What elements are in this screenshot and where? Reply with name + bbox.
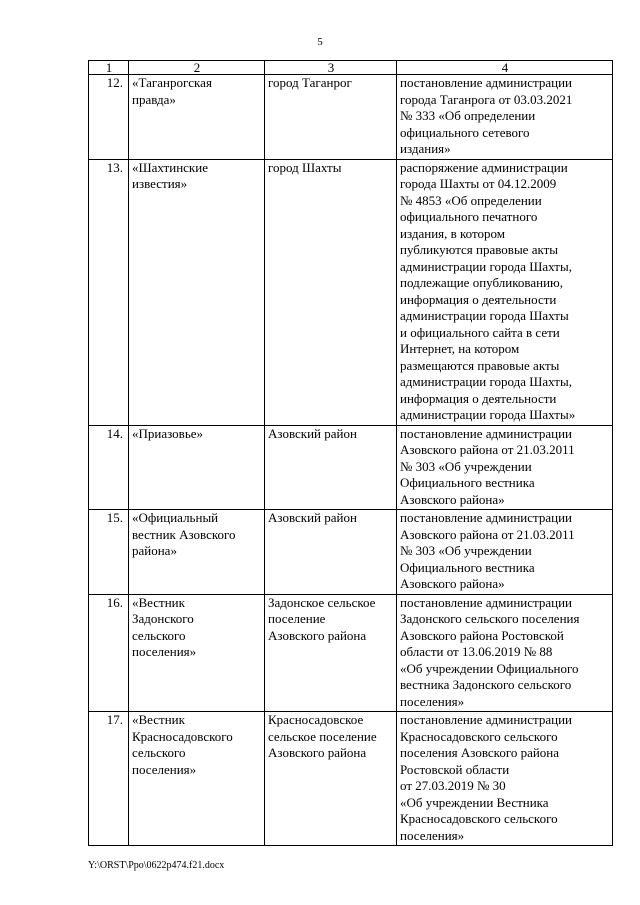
row-number: 12. bbox=[89, 75, 129, 160]
page-number: 5 bbox=[317, 36, 323, 48]
publication-name: «Таганрогская правда» bbox=[129, 75, 265, 160]
row-number: 16. bbox=[89, 594, 129, 712]
column-header-2: 2 bbox=[129, 61, 265, 75]
territory: город Таганрог bbox=[265, 75, 397, 160]
legal-document: постановление администрации Задонского сельского поселения Азовского района Ростовской области от 13.06.2019 № 88 «Об учреждении Официального вестника Задонского сельского поселения» bbox=[397, 594, 613, 712]
row-number: 17. bbox=[89, 712, 129, 846]
row-number: 13. bbox=[89, 159, 129, 425]
publication-name: «Шахтинские известия» bbox=[129, 159, 265, 425]
table-row bbox=[89, 510, 613, 595]
publications-table bbox=[88, 60, 613, 846]
legal-document: постановление администрации Азовского района от 21.03.2011 № 303 «Об учреждении Официального вестника Азовского района» bbox=[397, 425, 613, 510]
table-row bbox=[89, 425, 613, 510]
territory: Азовский район bbox=[265, 425, 397, 510]
table-header-row bbox=[89, 61, 613, 75]
publication-name: «Вестник Красносадовского сельского поселения» bbox=[129, 712, 265, 846]
publication-name: «Приазовье» bbox=[129, 425, 265, 510]
territory: город Шахты bbox=[265, 159, 397, 425]
publication-name: «Вестник Задонского сельского поселения» bbox=[129, 594, 265, 712]
table-row bbox=[89, 594, 613, 712]
table-row bbox=[89, 712, 613, 846]
table-row bbox=[89, 75, 613, 160]
legal-document: постановление администрации Азовского района от 21.03.2011 № 303 «Об учреждении Официального вестника Азовского района» bbox=[397, 510, 613, 595]
territory: Задонское сельское поселение Азовского района bbox=[265, 594, 397, 712]
column-header-3: 3 bbox=[265, 61, 397, 75]
legal-document: постановление администрации Красносадовского сельского поселения Азовского района Ростовской области от 27.03.2019 № 30 «Об учреждении Вестника Красносадовского сельского поселения» bbox=[397, 712, 613, 846]
legal-document: постановление администрации города Таганрога от 03.03.2021 № 333 «Об определении официального сетевого издания» bbox=[397, 75, 613, 160]
table-row bbox=[89, 159, 613, 425]
document-file-path: Y:\ORST\Ppo\0622p474.f21.docx bbox=[88, 860, 225, 871]
territory: Красносадовское сельское поселение Азовского района bbox=[265, 712, 397, 846]
column-header-4: 4 bbox=[397, 61, 613, 75]
column-header-1: 1 bbox=[89, 61, 129, 75]
row-number: 14. bbox=[89, 425, 129, 510]
publication-name: «Официальный вестник Азовского района» bbox=[129, 510, 265, 595]
territory: Азовский район bbox=[265, 510, 397, 595]
row-number: 15. bbox=[89, 510, 129, 595]
legal-document: распоряжение администрации города Шахты от 04.12.2009 № 4853 «Об определении официального печатного издания, в котором публикуются правовые акты администрации города Шахты, подлежащие опубликованию, информация о деятельности администрации города Шахты и официального сайта в сети Интернет, на котором размещаются правовые акты администрации города Шахты, информация о деятельности администрации города Шахты» bbox=[397, 159, 613, 425]
